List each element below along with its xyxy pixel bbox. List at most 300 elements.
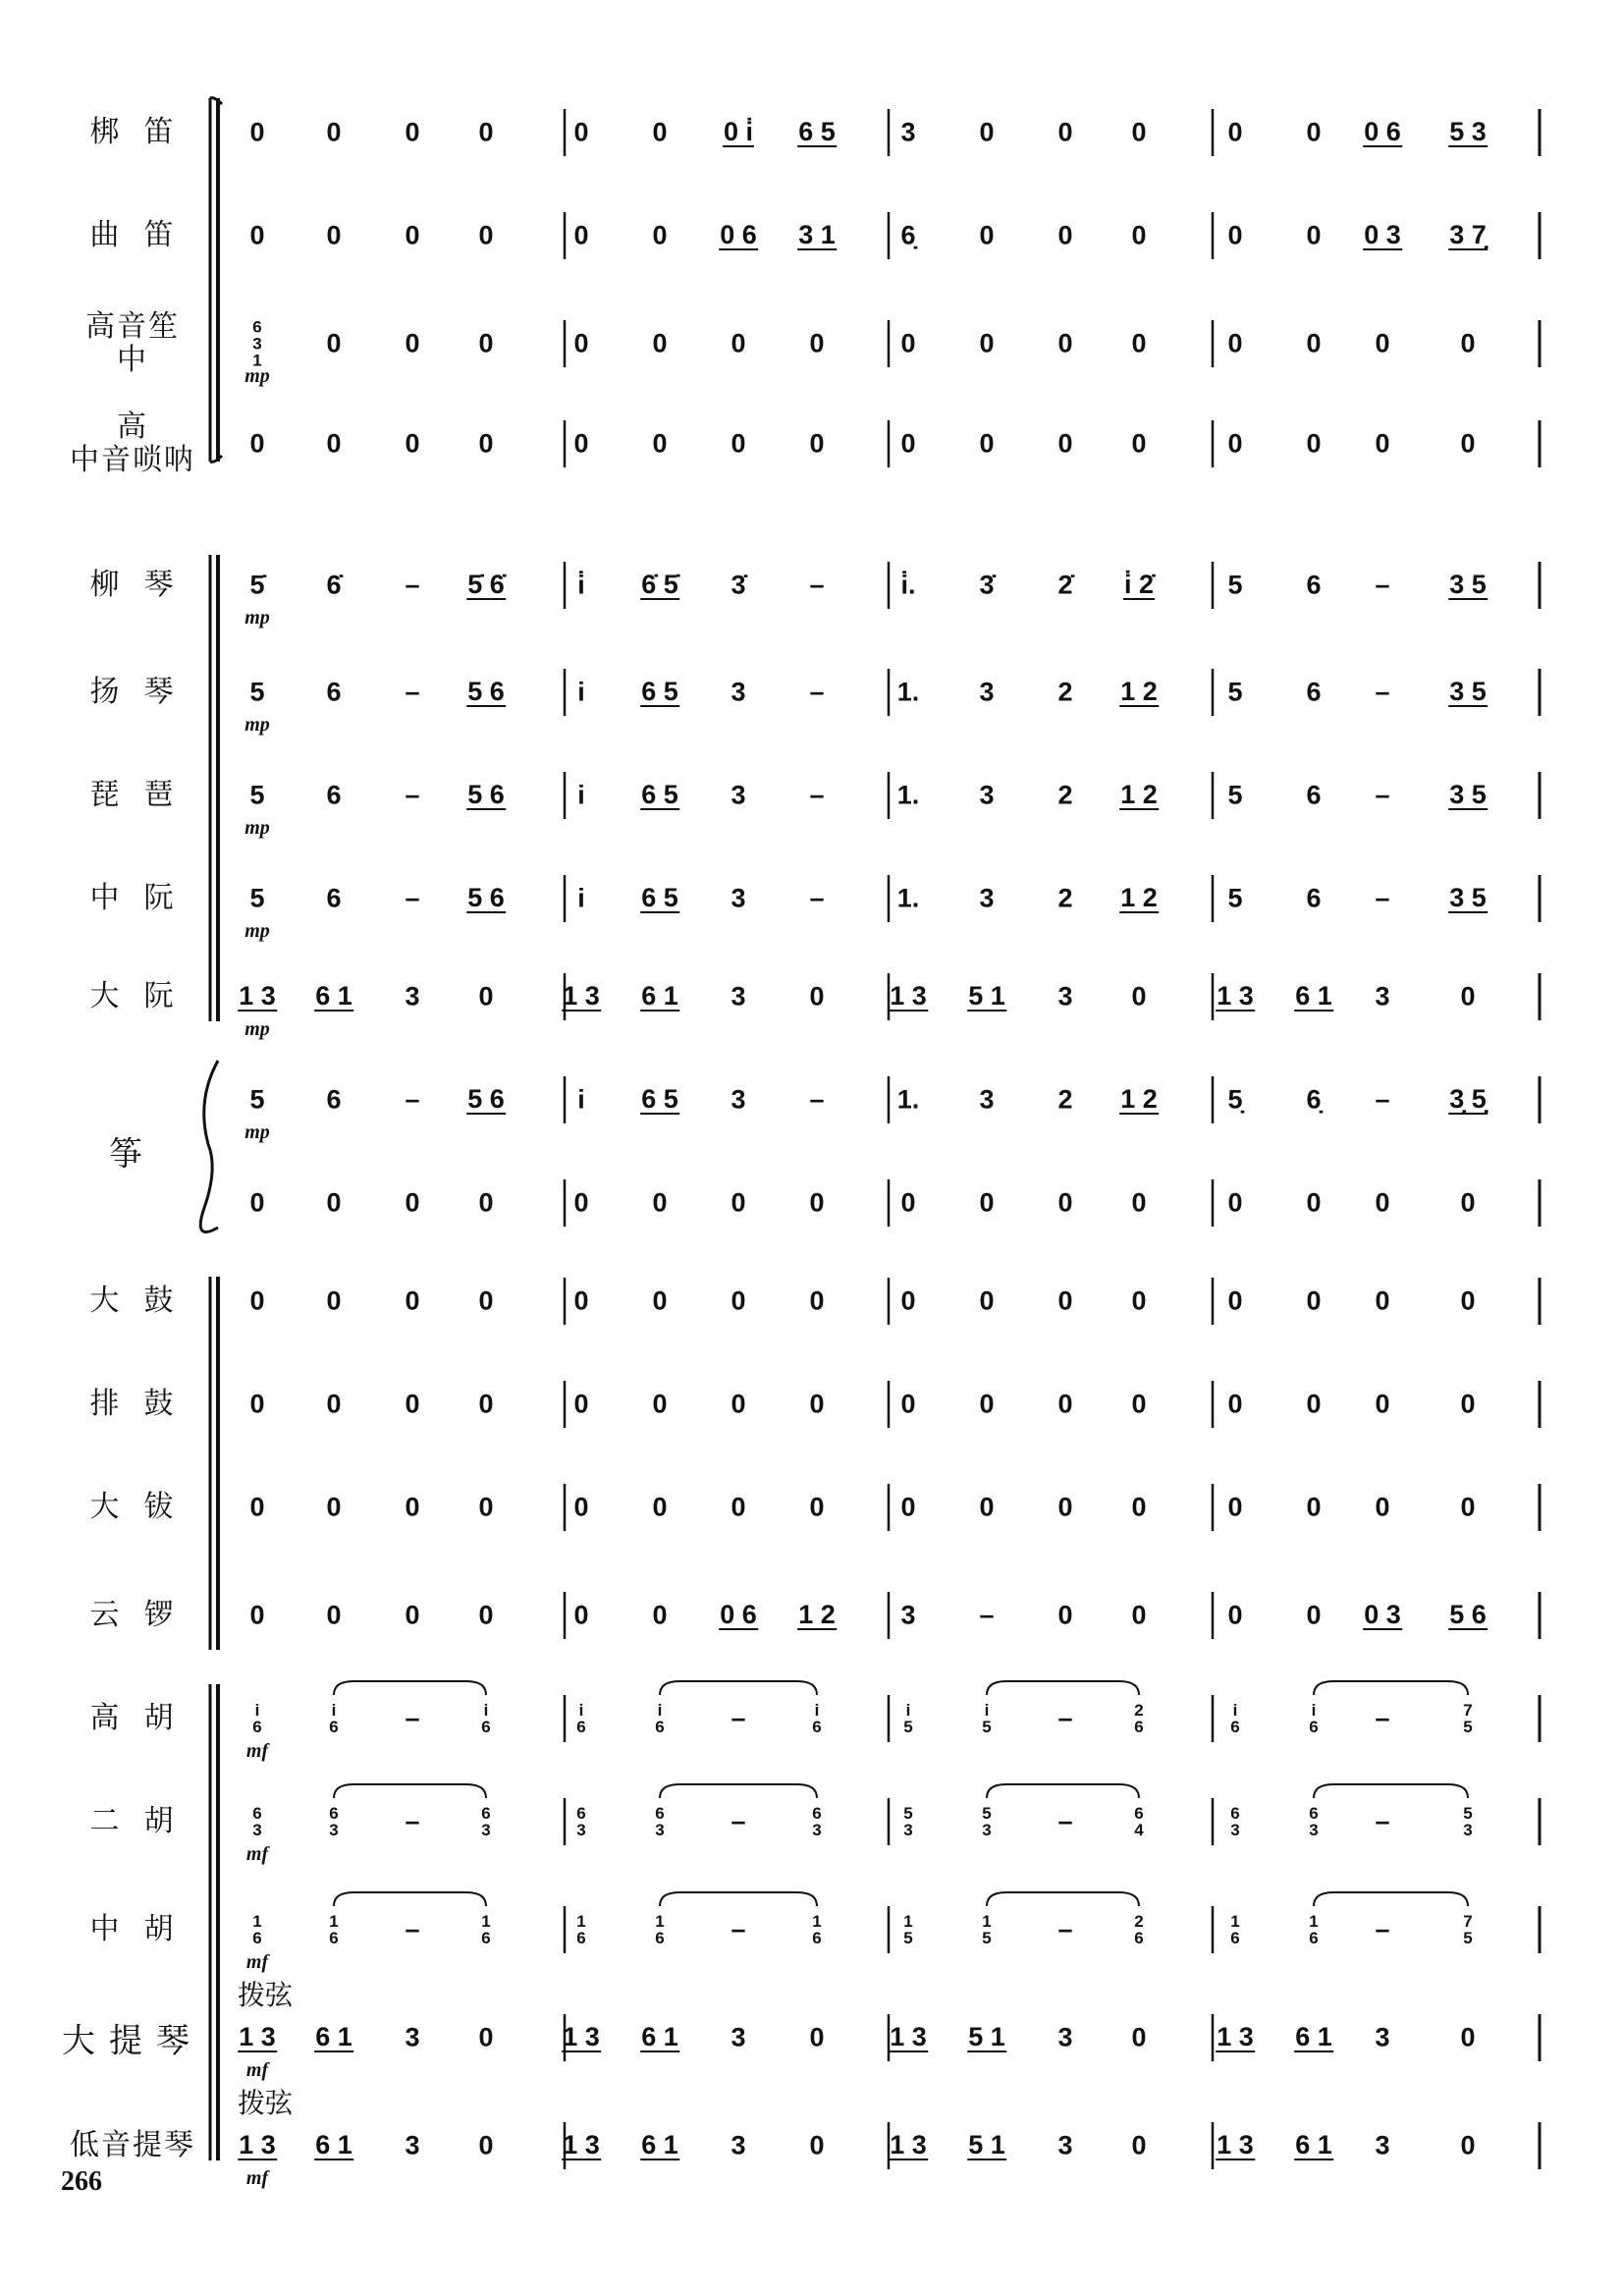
- note-cell: 0 6: [720, 220, 757, 249]
- note-cell: 0: [573, 1600, 589, 1630]
- note-cell: 1 3: [1217, 2130, 1254, 2159]
- note-cell: i: [577, 780, 585, 810]
- note-cell: 0: [1306, 1600, 1322, 1630]
- note-cell: –: [1057, 1703, 1073, 1733]
- note-cell: 0: [573, 1285, 589, 1316]
- note-cell: 6: [326, 1084, 342, 1115]
- note-cell: 0: [652, 328, 668, 358]
- note-cell: 0: [1057, 1600, 1073, 1630]
- note-cell: 0: [652, 220, 668, 250]
- note-cell: 6 1: [315, 981, 352, 1011]
- note-cell: 0: [573, 117, 589, 147]
- note-cell: 6 3 1: [252, 317, 262, 370]
- note-cell: 0: [573, 428, 589, 459]
- note-cell: 1 3: [1217, 981, 1254, 1011]
- note-cell: –: [405, 570, 420, 600]
- note-cell: 6 1: [641, 2022, 678, 2051]
- dynamic-marking: mp: [244, 607, 270, 629]
- note-cell: 3 5: [1449, 677, 1487, 706]
- note-cell: 0: [1131, 2130, 1147, 2160]
- note-cell: 0: [1057, 220, 1073, 250]
- note-cell: –: [1375, 570, 1390, 600]
- note-cell: 6 5: [641, 780, 678, 809]
- note-cell: i 6: [655, 1701, 665, 1736]
- note-cell: 1 3: [563, 2130, 600, 2159]
- note-cell: 6 1: [1295, 2022, 1332, 2051]
- note-cell: 1 2: [1120, 1084, 1158, 1114]
- note-cell: 6 3: [329, 1804, 339, 1839]
- note-cell: i: [577, 1084, 585, 1115]
- note-cell: i: [577, 677, 585, 707]
- slur: [1314, 1681, 1468, 1695]
- note-cell: 2̇: [1057, 570, 1073, 600]
- note-cell: i 6: [329, 1701, 339, 1736]
- note-cell: 3: [1057, 2022, 1073, 2052]
- note-cell: 0: [405, 428, 420, 459]
- note-cell: 0 6: [720, 1600, 757, 1629]
- note-cell: –: [979, 1600, 995, 1630]
- note-cell: 0: [979, 1389, 995, 1419]
- note-cell: 0: [730, 1285, 746, 1316]
- slur: [334, 1681, 486, 1695]
- note-cell: –: [405, 1084, 420, 1115]
- note-cell: 6 5: [798, 117, 836, 146]
- dynamic-marking: mf: [245, 2167, 269, 2189]
- note-cell: 0: [652, 1285, 668, 1316]
- note-cell: 7 5: [1463, 1701, 1473, 1736]
- note-cell: 1 2: [1120, 780, 1158, 809]
- note-cell: 3̇: [730, 570, 746, 600]
- note-cell: 5: [249, 677, 265, 707]
- note-cell: 6 5: [641, 883, 678, 912]
- note-cell: 0: [652, 1600, 668, 1630]
- note-cell: 0: [1306, 220, 1322, 250]
- note-cell: 2: [1057, 677, 1073, 707]
- instrument-name: 高音笙 中: [85, 309, 180, 377]
- instrument-name: 扬 琴: [89, 675, 176, 709]
- note-cell: 0: [326, 1285, 342, 1316]
- instrument-name: 中 胡: [89, 1912, 176, 1946]
- note-cell: 3: [730, 981, 746, 1011]
- instrument-name: 曲 笛: [89, 218, 176, 252]
- note-cell: 2 6: [1134, 1701, 1144, 1736]
- page-number: 266: [61, 2166, 102, 2197]
- note-cell: 1 3: [890, 2130, 927, 2159]
- note-cell: 0: [249, 428, 265, 459]
- note-cell: 0: [730, 1187, 746, 1218]
- note-cell: 3: [730, 2022, 746, 2052]
- note-cell: 5: [1227, 570, 1243, 600]
- note-cell: 6 3: [1309, 1804, 1319, 1839]
- note-cell: i: [577, 883, 585, 913]
- note-cell: 2: [1057, 883, 1073, 913]
- note-cell: 0: [652, 1389, 668, 1419]
- note-cell: 1 5: [903, 1912, 913, 1947]
- note-cell: i 6: [576, 1701, 586, 1736]
- note-cell: 1 3: [239, 981, 276, 1011]
- note-cell: 0: [249, 1389, 265, 1419]
- note-cell: 6 5: [641, 1084, 678, 1114]
- note-cell: 0: [1306, 1492, 1322, 1522]
- pizzicato-annotation: 拨弦: [237, 2087, 294, 2119]
- note-cell: 0: [809, 981, 825, 1011]
- note-cell: 0: [1227, 328, 1243, 358]
- note-cell: 6̣: [900, 220, 916, 250]
- note-cell: 0: [652, 1187, 668, 1218]
- note-cell: 0: [1131, 1187, 1147, 1218]
- instrument-name: 低音提琴: [70, 2128, 195, 2162]
- instrument-name: 柳 琴: [89, 568, 176, 602]
- note-cell: 0: [900, 1492, 916, 1522]
- note-cell: 0: [478, 1492, 494, 1522]
- note-cell: 5: [1227, 883, 1243, 913]
- note-cell: i 6: [1309, 1701, 1319, 1736]
- note-cell: 0: [809, 1285, 825, 1316]
- note-cell: 3 5: [1449, 883, 1487, 912]
- note-cell: 1 3: [563, 2022, 600, 2051]
- note-cell: 0: [809, 428, 825, 459]
- note-cell: 5 1: [968, 981, 1005, 1011]
- note-cell: i 5: [982, 1701, 992, 1736]
- note-cell: 3: [1057, 2130, 1073, 2160]
- note-cell: 0: [979, 117, 995, 147]
- note-cell: 3̇: [979, 570, 995, 600]
- note-cell: 5 1: [968, 2022, 1005, 2051]
- note-cell: 0: [478, 1285, 494, 1316]
- dynamic-marking: mp: [244, 920, 270, 942]
- note-cell: 1 6: [812, 1912, 822, 1947]
- note-cell: 6 4: [1134, 1804, 1144, 1839]
- note-cell: 0: [573, 328, 589, 358]
- note-cell: 0: [1306, 428, 1322, 459]
- note-cell: –: [809, 677, 825, 707]
- slur: [1314, 1892, 1468, 1906]
- note-cell: i 6: [1230, 1701, 1240, 1736]
- note-cell: 0: [900, 328, 916, 358]
- slur: [660, 1892, 817, 1906]
- note-cell: i 6: [252, 1701, 262, 1736]
- note-cell: 0: [1131, 328, 1147, 358]
- note-cell: –: [1375, 780, 1390, 810]
- note-cell: 5̇ 6̇: [467, 570, 505, 599]
- note-cell: 0: [1131, 428, 1147, 459]
- note-cell: 6 3: [1230, 1804, 1240, 1839]
- note-cell: 0: [809, 1492, 825, 1522]
- dynamic-marking: mp: [244, 714, 270, 736]
- note-cell: 0: [1375, 1492, 1390, 1522]
- note-cell: 0: [249, 117, 265, 147]
- pizzicato-annotation: 拨弦: [237, 1979, 294, 2011]
- note-cell: 0: [1375, 1187, 1390, 1218]
- note-cell: 0: [1131, 1389, 1147, 1419]
- note-cell: i 6: [812, 1701, 822, 1736]
- note-cell: 0: [478, 981, 494, 1011]
- note-cell: 0: [249, 1492, 265, 1522]
- note-cell: 0: [405, 220, 420, 250]
- note-cell: 0: [1227, 1492, 1243, 1522]
- note-cell: 5: [249, 780, 265, 810]
- note-cell: 6: [1306, 883, 1322, 913]
- dynamic-marking: mf: [245, 1843, 269, 1865]
- slur: [660, 1784, 817, 1798]
- note-cell: 0: [1375, 1285, 1390, 1316]
- note-cell: 0: [478, 2130, 494, 2160]
- note-cell: 0: [1460, 328, 1476, 358]
- note-cell: –: [1375, 883, 1390, 913]
- note-cell: 0: [730, 1492, 746, 1522]
- note-cell: 3: [405, 2022, 420, 2052]
- note-cell: 0: [326, 428, 342, 459]
- note-cell: 5 6: [467, 780, 505, 809]
- note-cell: 3: [979, 1084, 995, 1115]
- note-cell: 0: [478, 2022, 494, 2052]
- dynamic-marking: mp: [244, 1121, 270, 1143]
- note-cell: 0: [1460, 2130, 1476, 2160]
- note-cell: 0: [1375, 1389, 1390, 1419]
- note-cell: 3 5: [1449, 570, 1487, 599]
- note-cell: 1 2: [1120, 883, 1158, 912]
- note-cell: 0: [730, 1389, 746, 1419]
- note-cell: 0: [326, 1492, 342, 1522]
- note-cell: 0: [1057, 1187, 1073, 1218]
- note-cell: 0: [1057, 328, 1073, 358]
- note-cell: 0: [478, 428, 494, 459]
- note-cell: –: [1375, 1084, 1390, 1115]
- note-cell: 5̣: [1227, 1084, 1243, 1115]
- note-cell: 0: [1306, 1187, 1322, 1218]
- note-cell: 0: [652, 117, 668, 147]
- note-cell: 0: [809, 1187, 825, 1218]
- note-cell: 1 3: [239, 2130, 276, 2159]
- note-cell: 1.: [896, 677, 920, 707]
- note-cell: 5 3: [1463, 1804, 1473, 1839]
- slur: [987, 1784, 1139, 1798]
- note-cell: i̇.: [900, 570, 916, 600]
- note-cell: –: [405, 883, 420, 913]
- note-cell: 3: [730, 677, 746, 707]
- note-cell: 0: [1227, 1187, 1243, 1218]
- note-cell: 3: [979, 677, 995, 707]
- note-cell: 7 5: [1463, 1912, 1473, 1947]
- note-cell: 0: [652, 1492, 668, 1522]
- note-cell: –: [730, 1914, 746, 1944]
- note-cell: 0: [1227, 1285, 1243, 1316]
- note-cell: –: [809, 1084, 825, 1115]
- instrument-name: 中 阮: [89, 881, 176, 915]
- note-cell: 0: [326, 1187, 342, 1218]
- note-cell: 0: [979, 220, 995, 250]
- instrument-name-zheng: 筝: [109, 1134, 156, 1175]
- note-cell: 0: [900, 1389, 916, 1419]
- note-cell: 0: [1227, 1600, 1243, 1630]
- note-cell: –: [809, 883, 825, 913]
- note-cell: 0: [405, 1492, 420, 1522]
- note-cell: 5: [1227, 677, 1243, 707]
- note-cell: –: [405, 1914, 420, 1944]
- note-cell: 0 i̇: [723, 117, 754, 146]
- note-cell: 2: [1057, 1084, 1073, 1115]
- note-cell: 3: [979, 883, 995, 913]
- dynamic-marking: mf: [245, 1740, 269, 1762]
- note-cell: 3 5: [1449, 780, 1487, 809]
- note-cell: 0: [1057, 1389, 1073, 1419]
- note-cell: 1 6: [655, 1912, 665, 1947]
- dynamic-marking: mp: [244, 817, 270, 839]
- note-cell: 1 2: [1120, 677, 1158, 706]
- instrument-name: 大 钹: [89, 1490, 176, 1524]
- note-cell: 0: [405, 1389, 420, 1419]
- instrument-name: 琵 琶: [89, 778, 176, 812]
- note-cell: 1 6: [252, 1912, 262, 1947]
- note-cell: –: [405, 780, 420, 810]
- note-cell: 6 1: [641, 981, 678, 1011]
- note-cell: 0: [249, 1285, 265, 1316]
- note-cell: 0: [1306, 1285, 1322, 1316]
- note-cell: 6 1: [1295, 981, 1332, 1011]
- note-cell: –: [1375, 1806, 1390, 1836]
- note-cell: 0: [809, 1389, 825, 1419]
- note-cell: 6: [326, 677, 342, 707]
- note-cell: 0: [573, 1187, 589, 1218]
- note-cell: 0: [979, 428, 995, 459]
- note-cell: 5 6: [1449, 1600, 1487, 1629]
- slur: [334, 1784, 486, 1798]
- note-cell: 0: [1131, 2022, 1147, 2052]
- note-cell: 3: [405, 2130, 420, 2160]
- note-cell: 0: [979, 1285, 995, 1316]
- note-cell: 1 6: [1309, 1912, 1319, 1947]
- note-cell: 3: [1057, 981, 1073, 1011]
- note-cell: 0: [1131, 981, 1147, 1011]
- note-cell: 6 3: [812, 1804, 822, 1839]
- note-cell: –: [405, 1703, 420, 1733]
- note-cell: 5: [249, 883, 265, 913]
- note-cell: 0: [730, 328, 746, 358]
- note-cell: 0: [730, 428, 746, 459]
- instrument-name: 排 鼓: [89, 1387, 176, 1421]
- note-cell: 0: [326, 1600, 342, 1630]
- instrument-name: 大 阮: [89, 979, 176, 1013]
- note-cell: i̇ 2̇: [1123, 570, 1155, 599]
- note-cell: 3: [730, 780, 746, 810]
- note-cell: 0: [326, 117, 342, 147]
- note-cell: 1.: [896, 780, 920, 810]
- note-cell: 1.: [896, 1084, 920, 1115]
- note-cell: 0: [1460, 981, 1476, 1011]
- note-cell: 1 3: [1217, 2022, 1254, 2051]
- note-cell: –: [1375, 1914, 1390, 1944]
- note-cell: 0: [249, 220, 265, 250]
- note-cell: –: [405, 677, 420, 707]
- note-cell: 3̣ 5̣: [1449, 1084, 1487, 1114]
- note-cell: 0: [478, 220, 494, 250]
- note-cell: 3: [979, 780, 995, 810]
- slur: [987, 1892, 1139, 1906]
- note-cell: 0: [1057, 1492, 1073, 1522]
- note-cell: 1 6: [1230, 1912, 1240, 1947]
- note-cell: 3: [1375, 981, 1390, 1011]
- note-cell: 0: [1227, 220, 1243, 250]
- note-cell: 0: [809, 2022, 825, 2052]
- note-cell: 0: [1227, 1389, 1243, 1419]
- note-cell: 0: [1460, 1389, 1476, 1419]
- note-cell: 0: [809, 328, 825, 358]
- note-cell: 0: [900, 1285, 916, 1316]
- note-cell: –: [809, 780, 825, 810]
- note-cell: 1 5: [982, 1912, 992, 1947]
- instrument-name: 高 胡: [89, 1701, 176, 1735]
- note-cell: 0: [900, 428, 916, 459]
- dynamic-marking: mp: [244, 1018, 270, 1040]
- note-cell: 0: [478, 1187, 494, 1218]
- note-cell: 0: [809, 2130, 825, 2160]
- note-cell: 6 1: [315, 2130, 352, 2159]
- note-cell: 0: [478, 328, 494, 358]
- dynamic-marking: mp: [244, 365, 270, 387]
- note-cell: 6̇: [326, 570, 342, 600]
- note-cell: 0: [573, 1492, 589, 1522]
- instrument-name: 云 锣: [89, 1598, 176, 1632]
- note-cell: 0: [1306, 328, 1322, 358]
- note-cell: 5: [249, 1084, 265, 1115]
- note-cell: 0: [478, 117, 494, 147]
- note-cell: 0 6: [1364, 117, 1401, 146]
- note-cell: i 6: [481, 1701, 491, 1736]
- note-cell: 0: [1460, 1285, 1476, 1316]
- note-cell: 0: [652, 428, 668, 459]
- note-cell: 0: [249, 1187, 265, 1218]
- note-cell: 3: [730, 2130, 746, 2160]
- note-cell: 5 6: [467, 677, 505, 706]
- note-cell: 0: [573, 1389, 589, 1419]
- note-cell: 6 3: [655, 1804, 665, 1839]
- note-cell: –: [809, 570, 825, 600]
- note-cell: 0: [1227, 428, 1243, 459]
- note-cell: 1 3: [563, 981, 600, 1011]
- note-cell: –: [1057, 1806, 1073, 1836]
- note-cell: 3: [1375, 2130, 1390, 2160]
- note-cell: 0: [1057, 117, 1073, 147]
- note-cell: 0: [405, 1600, 420, 1630]
- note-cell: 0: [1306, 1389, 1322, 1419]
- note-cell: 0: [1227, 117, 1243, 147]
- note-cell: 3: [1375, 2022, 1390, 2052]
- note-cell: –: [730, 1703, 746, 1733]
- instrument-name: 高 中音唢呐: [70, 410, 195, 477]
- note-cell: 0: [478, 1600, 494, 1630]
- note-cell: 1 6: [481, 1912, 491, 1947]
- note-cell: 5 1: [968, 2130, 1005, 2159]
- note-cell: 3 7̣: [1449, 220, 1487, 249]
- slur: [987, 1681, 1139, 1695]
- note-cell: 6 3: [576, 1804, 586, 1839]
- note-cell: 5 6: [467, 1084, 505, 1114]
- note-cell: 5 3: [982, 1804, 992, 1839]
- note-cell: 6 1: [641, 2130, 678, 2159]
- note-cell: –: [730, 1806, 746, 1836]
- note-cell: 6 1: [1295, 2130, 1332, 2159]
- note-cell: 5 3: [903, 1804, 913, 1839]
- note-cell: 3: [405, 981, 420, 1011]
- note-cell: 0: [979, 328, 995, 358]
- note-cell: 1.: [896, 883, 920, 913]
- note-cell: 2 6: [1134, 1912, 1144, 1947]
- note-cell: 1 6: [329, 1912, 339, 1947]
- note-cell: 5̇: [249, 570, 265, 600]
- note-cell: 0: [1057, 428, 1073, 459]
- note-cell: 6 3: [252, 1804, 262, 1839]
- note-cell: 0: [326, 328, 342, 358]
